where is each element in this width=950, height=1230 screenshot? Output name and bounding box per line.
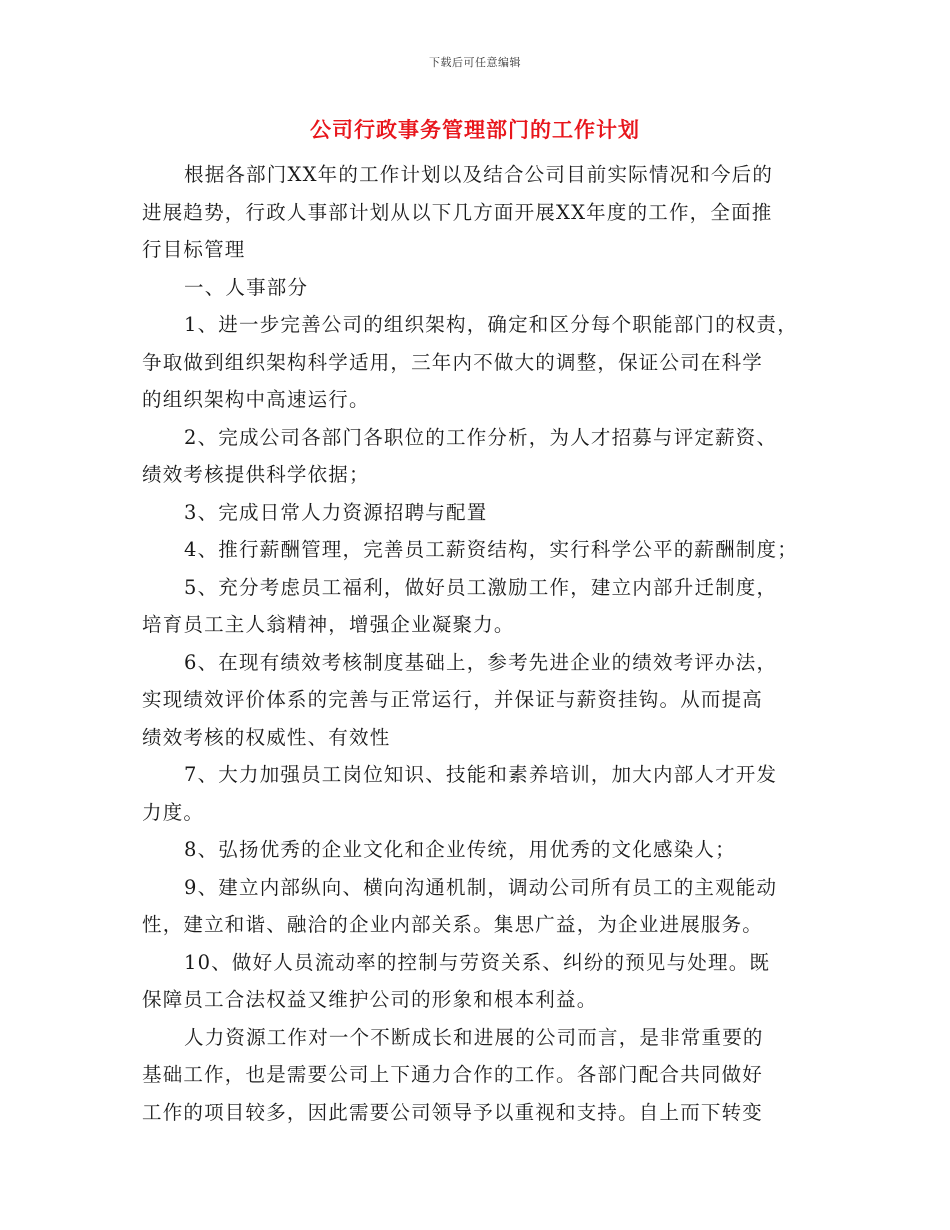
paragraph-item-6: 6、在现有绩效考核制度基础上，参考先进企业的绩效考评办法， 实现绩效评价体系的完善与正常运行，并保证与薪资挂钩。从而提高 绩效考核的权威性、有效性 (142, 650, 778, 749)
document-title: 公司行政事务管理部门的工作计划 (310, 117, 640, 142)
paragraph-item-10: 10、做好人员流动率的控制与劳资关系、纠纷的预见与处理。既 保障员工合法权益又维护公司的形象和根本利益。 (142, 950, 771, 1011)
paragraph-item-2: 2、完成公司各部门各职位的工作分析，为人才招募与评定薪资、 绩效考核提供科学依据； (142, 425, 778, 486)
paragraph-item-3: 3、完成日常人力资源招聘与配置 (184, 500, 488, 524)
document-body (142, 156, 814, 1131)
paragraph-intro: 根据各部门XX年的工作计划以及结合公司目前实际情况和今后的 进展趋势，行政人事部计划从以下几方面开展XX年度的工作，全面推 行目标管理 (142, 163, 774, 261)
paragraph-item-1: 1、进一步完善公司的组织架构，确定和区分每个职能部门的权责， 争取做到组织架构科学适用，三年内不做大的调整，保证公司在科学 的组织架构中高速运行。 (142, 313, 798, 411)
section-heading-personnel: 一、人事部分 (184, 275, 309, 299)
header-note: 下载后可任意编辑 (429, 56, 521, 69)
paragraph-item-8: 8、弘扬优秀的企业文化和企业传统，用优秀的文化感染人； (184, 838, 736, 861)
paragraph-item-5: 5、充分考虑员工福利，做好员工激励工作，建立内部升迁制度， 培育员工主人翁精神，增强企业凝聚力。 (142, 575, 778, 636)
paragraph-item-9: 9、建立内部纵向、横向沟通机制，调动公司所有员工的主观能动 性，建立和谐、融洽的企业内部关系。集思广益，为企业进展服务。 (142, 875, 778, 936)
paragraph-item-4: 4、推行薪酬管理，完善员工薪资结构，实行科学公平的薪酬制度； (184, 538, 798, 561)
paragraph-conclusion: 人力资源工作对一个不断成长和进展的公司而言，是非常重要的 基础工作，也是需要公司上下通力合作的工作。各部门配合共同做好 工作的项目较多，因此需要公司领导予以重视和支持。自上而下转变 (142, 1025, 764, 1124)
paragraph-item-7: 7、大力加强员工岗位知识、技能和素养培训，加大内部人才开发 力度。 (142, 763, 778, 824)
